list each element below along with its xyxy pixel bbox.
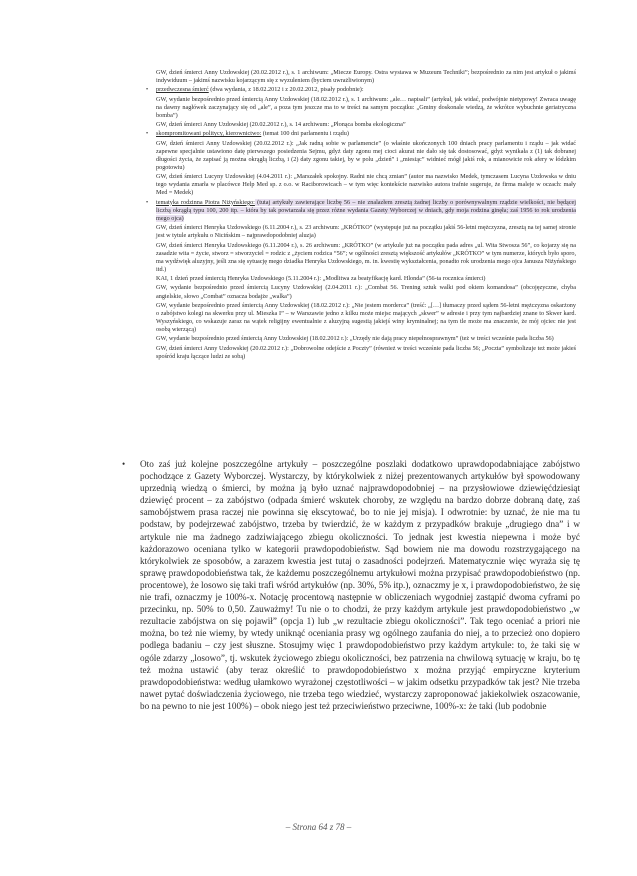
- small-text-block: [146, 69, 576, 362]
- small-paragraph: GW, dzień śmierci Lucyny Uzdowskiej (4.04.2011 r.): „Marszałek spokojny. Radni nie chcą zmian” (autor ma nazwisko Medek, tymczasem Lucyna Uzdowska w dniu tego wydania zmarła w placówce Help Med sp. z o.o. w Raciborowicach – w tym więc kontekście nazwisko autora trafnie sugeruje, że firma maleje w oczach: mały Med = Medek): [156, 173, 576, 197]
- bullet-text: (dwa wydania, z 18.02.2012 i z 20.02.2012, pisały podobnie):: [208, 86, 364, 94]
- bullet-icon: •: [122, 459, 126, 469]
- bullet-item: [146, 86, 576, 94]
- bullet-text: (temat 100 dni parlamentu i rządu): [261, 130, 349, 138]
- bullet-title: tematyka rodzinna Piotra Niżyńskiego:: [156, 198, 255, 206]
- bullet-title: skompromitowani politycy, kierownictwo:: [156, 130, 262, 138]
- bullet-icon: •: [146, 87, 149, 94]
- small-paragraph: GW, wydanie bezpośrednio przed śmiercią Anny Uzdowskiej (18.02.2012 r.), s. 1 archiwum: „ale… napisali” (artykuł, jak widać, podwójnie nietypowy! Zwraca uwagę na dawny nagłówek zaczynający się od „ale”, a poza tym jeszcze ma to w treści na samym początku: „Gminy doskonale wiedzą, że wkrótce wybuchnie geriatryczna bomba”): [156, 95, 576, 119]
- small-paragraph: KAI, 1 dzień przed śmiercią Henryka Uzdowskiego (5.11.2004 r.): „Modlitwa za beatyfikację kard. Hlonda” (56-ta rocznica śmierci): [156, 275, 486, 283]
- small-paragraph: GW, dzień śmierci Henryka Uzdowskiego (6.11.2004 r.), s. 26 archiwum: „KRÓTKO” (w artykule już na początku pada adres „ul. Wita Stwosza 56”, co kojarzy się na zasadzie wita = życie, stworz = stworzyciel = rodzic z „życiem rodzica “56”; w ogólności zresztą większość artykułów „KRÓTKO” w tym numerze, których było sporo, ma wydźwięk aluzyjny, jeśli zna się sytuację mego dziadka Henryka Uzdowskiego, m. in. kwestię wykształcenia, ponadto rok urodzenia mego ojca Janusza Niżyńskiego itd.): [156, 241, 576, 273]
- small-paragraph: GW, wydanie bezpośrednio przed śmiercią Anny Uzdowskiej (18.02.2012 r.): „Nie jestem morderca” (treść: „[…] tłumaczy przed sądem 56-letni mężczyzna oskarżony o zabójstwo kolegi na skwerku przy ul. Mieszka I” – w Warszawie jedno z kilku może miejsc mających „skwer” w adresie i przy tym najbardziej znane to Skwer kard. Wyszyńskiego, co wskazuje zaraz na wątek religijny ewentualnie z aluzyjną sugestią jakiejś winy kryminalnej; na tym tle może ma znaczenie, że mój ojciec nie jest osobą wierzącą): [156, 301, 576, 334]
- main-paragraph-block: [122, 458, 580, 712]
- bullet-text: (tutaj artykuły zawierające liczbę 56 – nie znalazłem zresztą żadnej liczby o porównywalnym rządzie wielkości, nie będącej liczbą okrągłą typu 100, 200 itp. – która by tak powtarzała się przez różne wydania Gazety Wyborczej w dniach, gdy moja rodzina ginęła; zaś 1956 to rok urodzenia mego ojca): [156, 198, 576, 222]
- small-paragraph: GW, wydanie bezpośrednio przed śmiercią Lucyny Uzdowskiej (2.04.2011 r.): „Combat 56. Trening sztuk walki pod okiem komandosa” (obcojęzyczne, chyba angielskie, słowo „Combat” oznacza bodajże „walka”): [156, 284, 576, 300]
- small-paragraph: GW, dzień śmierci Anny Uzdowskiej (20.02.2012 r.), s. 14 archiwum: „Płonąca bomba ekologiczna”: [156, 121, 406, 129]
- small-paragraph: GW, wydanie bezpośrednio przed śmiercią Anny Uzdowskiej (18.02.2012 r.): „Urzędy nie dają pracy niepełnosprawnym” (też w treści wcześnie pada liczba 56): [156, 335, 554, 343]
- small-paragraph: GW, dzień śmierci Anny Uzdowskiej (20.02.2012 r.): „Jak radną sobie w parlamencie” (o właśnie ukończonych 100 dniach pracy parlamentu i rządu – jak widać zapewne specjalnie ustawiono datę pierwszego posiedzenia Sejmu, gdyż daty zgonu mej cioci akurat nie dało się tak dostosować, gdyż wynikała z (1) tak dobranej długości życia, że zapisać ją można okrągłą liczbą, i (2) daty zgonu takiej, by w polu „dzień” i „miesiąc” widnieć mógł jakiś rok, a mianowicie rok afery w łódzkim pogotowiu): [156, 139, 576, 171]
- page-footer: – Strona 64 z 78 –: [285, 822, 352, 832]
- small-paragraph: GW, dzień śmierci Anny Uzdowskiej (20.02.2012 r.): „Dobrowolne odejście z Poczty” (również w treści wcześnie pada liczba 56; „Poczta” symbolizuje też może jakieś spośród kraju łączące ludzi ze sobą): [156, 344, 576, 360]
- bullet-item: [146, 198, 576, 223]
- bullet-title: przedwczesna śmierć: [156, 86, 209, 94]
- main-paragraph: Oto zaś już kolejne poszczególne artykuły – poszczególne poszlaki dodatkowo uprawdopodabniające zabójstwo pochodzące z Gazety Wyborczej. Wystarczy, by którykolwiek z niżej prezentowanych artykułów był spowodowany uprzednią wiedzą o śmierci, by można ją było uznać najprawdopodobniej – na przysłowiowe dziewięćdziesiąt dziewięć procent – za zabójstwo (odpada śmierć wskutek choroby, ze względu na bardzo dobrze dobraną datę, zaś samobójstwem prasa raczej nie powinna się ekscytować, bo to nie jej misja). I odwrotnie: by uznać, że nie ma tu podstaw, by podejrzewać zabójstwo, trzeba by twierdzić, że w każdym z przypadków brakuje „drugiego dna” i w artykule nie ma żadnego zadziwiającego zbiegu okoliczności. To jednak jest kwestia niepewna i może być każdorazowo oceniana tylko w kategorii prawdopodobieństw. Sąd bowiem nie ma dowodu rozstrzygającego na którykolwiek ze sposobów, a zarazem kwestia jest tutaj o zasadności podejrzeń. Matematycznie więc wyraża się tę sprawę prawdopodobieństwa tak, że każdemu poszczególnemu artykułowi można przypisać prawdopodobieństwo (np. procentowe), że losowo się taki trafi wśród artykułów (np. 30%, 5% itp.), oznaczmy je x, i prawdopodobieństwo, że się nie trafi, oznaczmy je 100%-x. Notację procentową następnie w obliczeniach wygodniej zastąpić dwoma cyframi po przecinku, np. 50% to 0,50. Zauważmy! Tu nie o to chodzi, że przy każdym artykule jest prawdopodobieństwo „w rezultacie zabójstwa on się pojawił” (opcja 1) lub „w rezultacie zbiegu okoliczności”. Tak tego oceniać a priori nie można, bo też nie wiemy, by wtedy uniknąć oceniania prasy wg ogólnego zaufania do niej, a to przecież ono dopiero podlega badaniu – czy jest słuszne. Stosujmy więc 1 prawdopodobieństwo przy każdym artykule: to, że taki się w ogóle zdarzy „losowo”, tj. wskutek życiowego zbiegu okoliczności, bez patrzenia na chwilową sytuację w kraju, bo tę też można ustawić (aby teraz określić to prawdopodobieństwo x można przyjąć empiryczne kryterium prawdopodobieństwa: według ułamkowo wyrażonej częstotliwości – w jakim odsetku przypadków tak jest? Nie trzeba nawet pytać doświadczenia życiowego, nie trzeba tego wiedzieć, wystarczy zaproponować jakiekolwiek oszacowanie, bo na pewno to nie jest 100%) – obok niego jest też przeciwieństwo przeciwne, 100%-x: że taki (lub podobnie: [140, 459, 580, 711]
- small-paragraph: GW, dzień śmierci Henryka Uzdowskiego (6.11.2004 r.), s. 23 archiwum: „KRÓTKO” (występuje już na początku jakiś 56-letni mężczyzna, zresztą na tej samej stronie jest w tytule artykułu o Nicińskim – najprawdopodobniej aluzja): [156, 224, 576, 240]
- bullet-icon: •: [146, 131, 149, 138]
- small-paragraph: GW, dzień śmierci Anny Uzdowskiej (20.02.2012 r.), s. 1 archiwum: „Miecze Europy. Ostra wystawa w Muzeum Techniki”; bezpośrednio za nim jest artykuł o jakimś indywiduum – jakimś nazwisku kojarzącym się z wyzuleniem (byciem uwrażliwionym): [156, 69, 576, 85]
- bullet-icon: •: [146, 199, 149, 206]
- bullet-item: [146, 130, 576, 138]
